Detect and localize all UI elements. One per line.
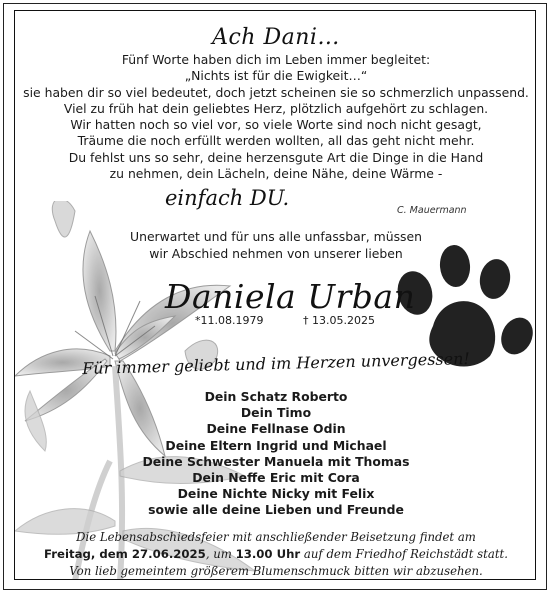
poem-line: Du fehlst uns so sehr, deine herzensgute Art die Dinge in die Hand <box>68 149 484 165</box>
mourner: Dein Schatz Roberto <box>204 389 348 404</box>
poem-closing: einfach DU. <box>165 186 290 210</box>
poem-line: Träume die noch erfüllt werden wollten, all das geht nicht mehr. <box>77 133 475 149</box>
life-dates <box>195 314 375 327</box>
mourners-list <box>15 389 536 519</box>
poem-line: Fünf Worte haben dich im Leben immer begleitet: <box>121 52 431 67</box>
intro-text <box>15 228 536 262</box>
funeral-time: 13.00 Uhr <box>235 546 301 561</box>
intro-line: Unerwartet und für uns alle unfassbar, müssen <box>130 229 422 244</box>
deceased-name: Daniela Urban <box>165 277 416 316</box>
mourner: Deine Schwester Manuela mit Thomas <box>142 453 410 469</box>
notice-line: Die Lebensabschiedsfeier mit anschließender Beisetzung findet am <box>76 530 476 544</box>
funeral-place: auf dem Friedhof Reichstädt statt. <box>300 546 508 561</box>
heading: Ach Dani… <box>212 25 340 50</box>
mourner: Dein Neffe Eric mit Cora <box>192 470 360 486</box>
poem-line: Wir hatten noch so viel vor, so viele Worte sind noch nicht gesagt, <box>70 117 482 133</box>
death-date: † 13.05.2025 <box>303 314 375 327</box>
mourner: Deine Eltern Ingrid und Michael <box>165 437 387 453</box>
intro-line: wir Abschied nehmen von unserer lieben <box>149 246 403 261</box>
notice-line <box>15 546 536 563</box>
mourner: Deine Nichte Nicky mit Felix <box>177 486 375 502</box>
funeral-notice <box>15 529 536 579</box>
poem <box>15 52 536 182</box>
motto: Für immer geliebt und im Herzen unvergessen! <box>81 348 471 379</box>
poem-line: Viel zu früh hat dein geliebtes Herz, plötzlich aufgehört zu schlagen. <box>63 100 489 116</box>
mourner: Dein Timo <box>240 405 312 421</box>
poem-line: zu nehmen, dein Lächeln, deine Nähe, deine Wärme - <box>109 166 443 182</box>
poem-line: sie haben dir so viel bedeutet, doch jetzt scheinen sie so schmerzlich unpassend. <box>23 84 529 100</box>
obituary-text <box>15 11 536 580</box>
birth-date: *11.08.1979 <box>195 314 264 327</box>
funeral-date: Freitag, dem 27.06.2025 <box>44 546 206 561</box>
notice-line: Von lieb gemeintem größerem Blumenschmuck bitten wir abzusehen. <box>69 563 483 578</box>
notice-separator: , um <box>205 546 236 561</box>
mourner: Deine Fellnase Odin <box>206 421 346 437</box>
poem-author: C. Mauermann <box>397 205 467 216</box>
obituary-card <box>14 10 536 580</box>
poem-line: „Nichts ist für die Ewigkeit…“ <box>184 68 368 84</box>
mourner: sowie alle deine Lieben und Freunde <box>148 502 404 518</box>
